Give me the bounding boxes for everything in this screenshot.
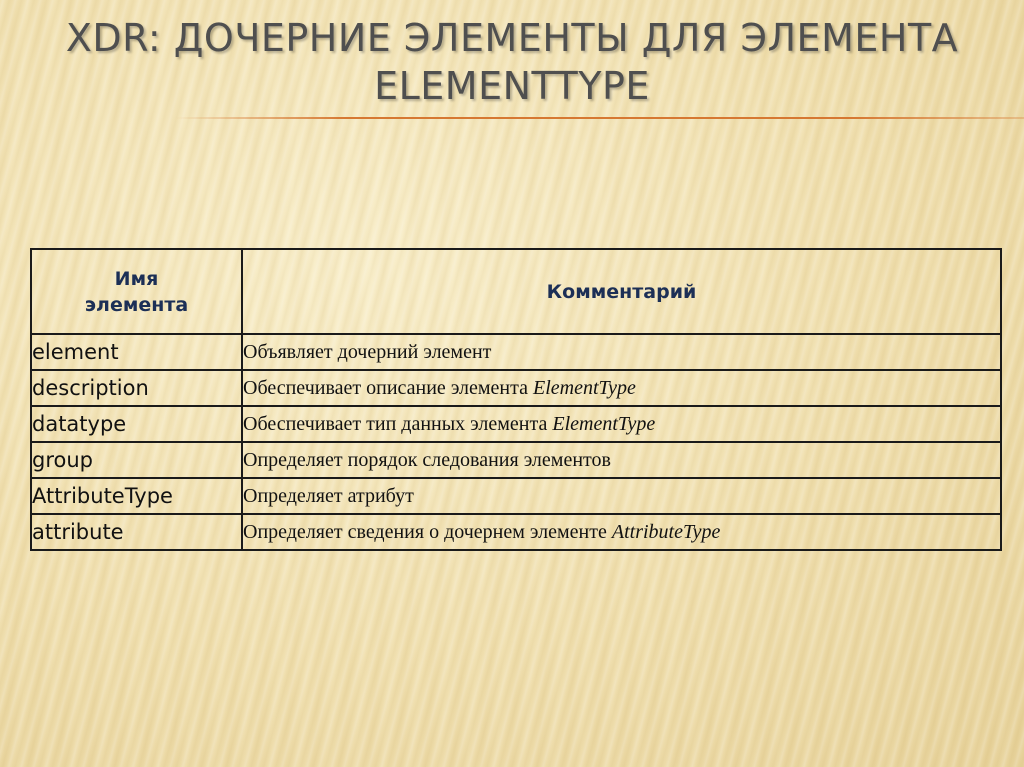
header-comment: Комментарий (242, 249, 1001, 334)
slide-title-line2: ELEMENTTYPE (374, 64, 650, 108)
header-element-name-line2: элемента (84, 293, 189, 316)
table-row (31, 370, 1001, 406)
row-comment (242, 478, 1001, 514)
row-comment-italic: ElementType (533, 376, 636, 399)
table-row (31, 478, 1001, 514)
slide-title (0, 14, 1024, 110)
row-comment-text: Определяет сведения о дочернем элементе (243, 520, 612, 543)
row-comment (242, 442, 1001, 478)
child-elements-table (30, 248, 1002, 551)
table-row (31, 334, 1001, 370)
row-name: AttributeType (31, 478, 242, 514)
row-name: group (31, 442, 242, 478)
header-element-name-line1: Имя (114, 267, 159, 290)
title-underline (175, 117, 1024, 119)
row-comment-text: Обеспечивает тип данных элемента (243, 412, 553, 435)
row-name: attribute (31, 514, 242, 550)
table-row (31, 406, 1001, 442)
slide-title-line1: XDR: ДОЧЕРНИЕ ЭЛЕМЕНТЫ ДЛЯ ЭЛЕМЕНТА (65, 16, 959, 60)
row-comment (242, 514, 1001, 550)
row-comment (242, 370, 1001, 406)
row-name: element (31, 334, 242, 370)
row-comment (242, 406, 1001, 442)
table-row (31, 514, 1001, 550)
table-header-row (31, 249, 1001, 334)
row-comment-italic: AttributeType (611, 520, 721, 543)
row-comment-text: Определяет атрибут (243, 484, 414, 507)
row-comment-text: Определяет порядок следования элементов (243, 448, 611, 471)
header-element-name (31, 249, 242, 334)
row-comment-italic: ElementType (552, 412, 656, 435)
row-comment-text: Объявляет дочерний элемент (243, 340, 492, 363)
row-comment (242, 334, 1001, 370)
row-name: description (31, 370, 242, 406)
row-comment-text: Обеспечивает описание элемента (243, 376, 533, 399)
table-row (31, 442, 1001, 478)
row-name: datatype (31, 406, 242, 442)
